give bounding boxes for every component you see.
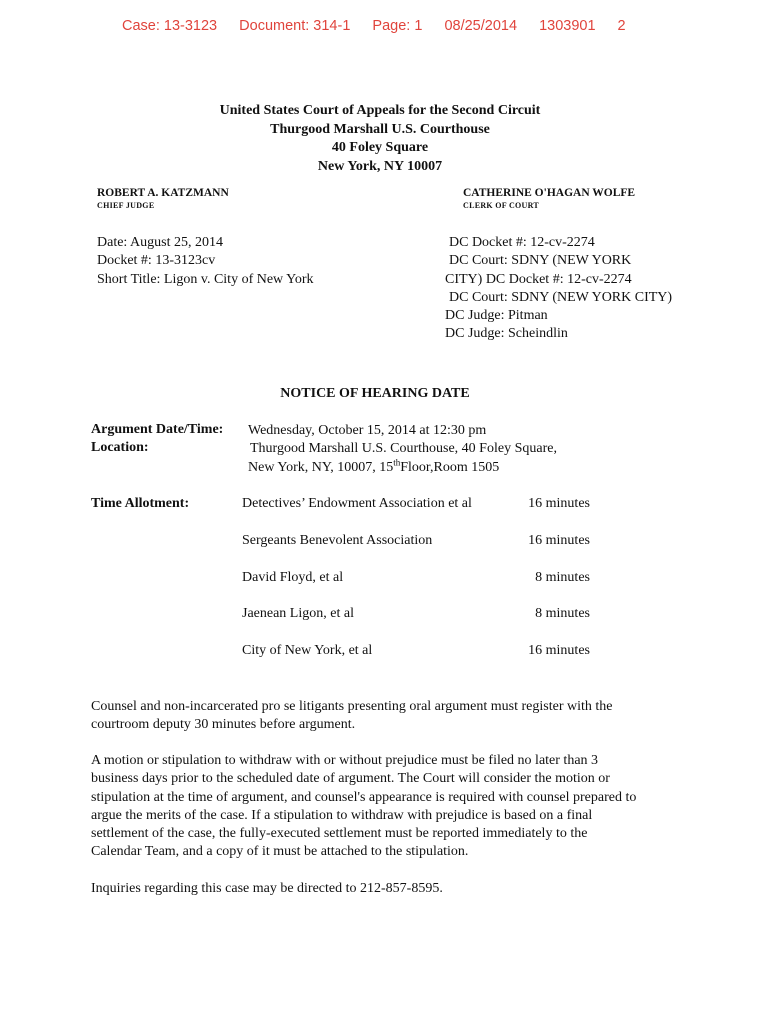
allotment-time: 16 minutes [528,533,590,548]
argument-label: Argument Date/Time: [91,422,224,437]
dc-line-3: CITY) DC Docket #: 12-cv-2274 [445,271,632,287]
allotment-time: 16 minutes [528,643,590,658]
allotment-party: David Floyd, et al [242,570,344,585]
clerk-block [463,186,635,212]
filing-stamp-header [122,18,644,34]
notice-title: NOTICE OF HEARING DATE [280,386,470,401]
chief-judge-title: CHIEF JUDGE [97,201,155,210]
court-heading [0,102,770,176]
dc-line-6: DC Judge: Scheindlin [445,326,568,342]
court-city: New York, NY 10007 [317,158,443,174]
chief-judge-name: ROBERT A. KATZMANN [97,187,229,199]
district-court-info [445,234,715,344]
stamp-id: 1303901 [539,18,596,34]
dc-line-2: DC Court: SDNY (NEW YORK [449,253,632,269]
stamp-page: Page: 1 [372,18,423,34]
time-allotment-label: Time Allotment: [91,496,190,511]
stamp-pages: 2 [617,18,626,34]
dc-line-4: DC Court: SDNY (NEW YORK CITY) [449,289,673,305]
dc-line-1: DC Docket #: 12-cv-2274 [449,235,595,250]
stamp-document: Document: 314-1 [239,18,351,34]
allotment-party: Sergeants Benevolent Association [242,533,433,548]
case-short-title: Short Title: Ligon v. City of New York [97,271,314,287]
allotment-time: 8 minutes [535,570,590,585]
registration-paragraph: Counsel and non-incarcerated pro se litigants presenting oral argument must register with the courtroom deputy 30 minutes before argument. [91,699,613,733]
courthouse-name: Thurgood Marshall U.S. Courthouse [270,121,490,137]
dc-line-5: DC Judge: Pitman [445,308,548,324]
location-line-1: Thurgood Marshall U.S. Courthouse, 40 Foley Square, [250,441,557,456]
court-street: 40 Foley Square [331,140,429,155]
clerk-name: CATHERINE O'HAGAN WOLFE [463,187,636,199]
stamp-case: Case: 13-3123 [122,18,218,34]
withdrawal-paragraph: A motion or stipulation to withdraw with or without prejudice must be filed no later than 3 business days prior to the scheduled date of argument. The Court will consider the motion or stipulation at the time of argument, and counsel's appearance is required with counsel prepared to argue the merits of the case. If a stipulation to withdraw with prejudice is based on a final settlement of the case, the fully-executed settlement must be reported immediately to the Calendar Team, and a copy of it must be attached to the stipulation. [91,753,637,860]
court-name: United States Court of Appeals for the Second Circuit [219,103,541,118]
location-line-2: New York, NY, 10007, 15thFloor,Room 1505 [248,457,500,475]
case-info [97,234,314,289]
location-label: Location: [91,440,149,455]
stamp-date: 08/25/2014 [444,18,518,34]
argument-value: Wednesday, October 15, 2014 at 12:30 pm [248,423,487,438]
chief-judge-block [97,186,229,212]
allotment-party: Jaenean Ligon, et al [242,606,354,621]
allotment-time: 8 minutes [535,606,590,621]
inquiries-paragraph: Inquiries regarding this case may be directed to 212-857-8595. [91,881,443,896]
allotment-party: Detectives’ Endowment Association et al [242,496,472,511]
case-docket: Docket #: 13-3123cv [97,253,216,269]
allotment-time: 16 minutes [528,496,590,511]
clerk-title: CLERK OF COURT [463,201,540,210]
allotment-party: City of New York, et al [242,643,373,658]
case-date: Date: August 25, 2014 [97,235,223,250]
